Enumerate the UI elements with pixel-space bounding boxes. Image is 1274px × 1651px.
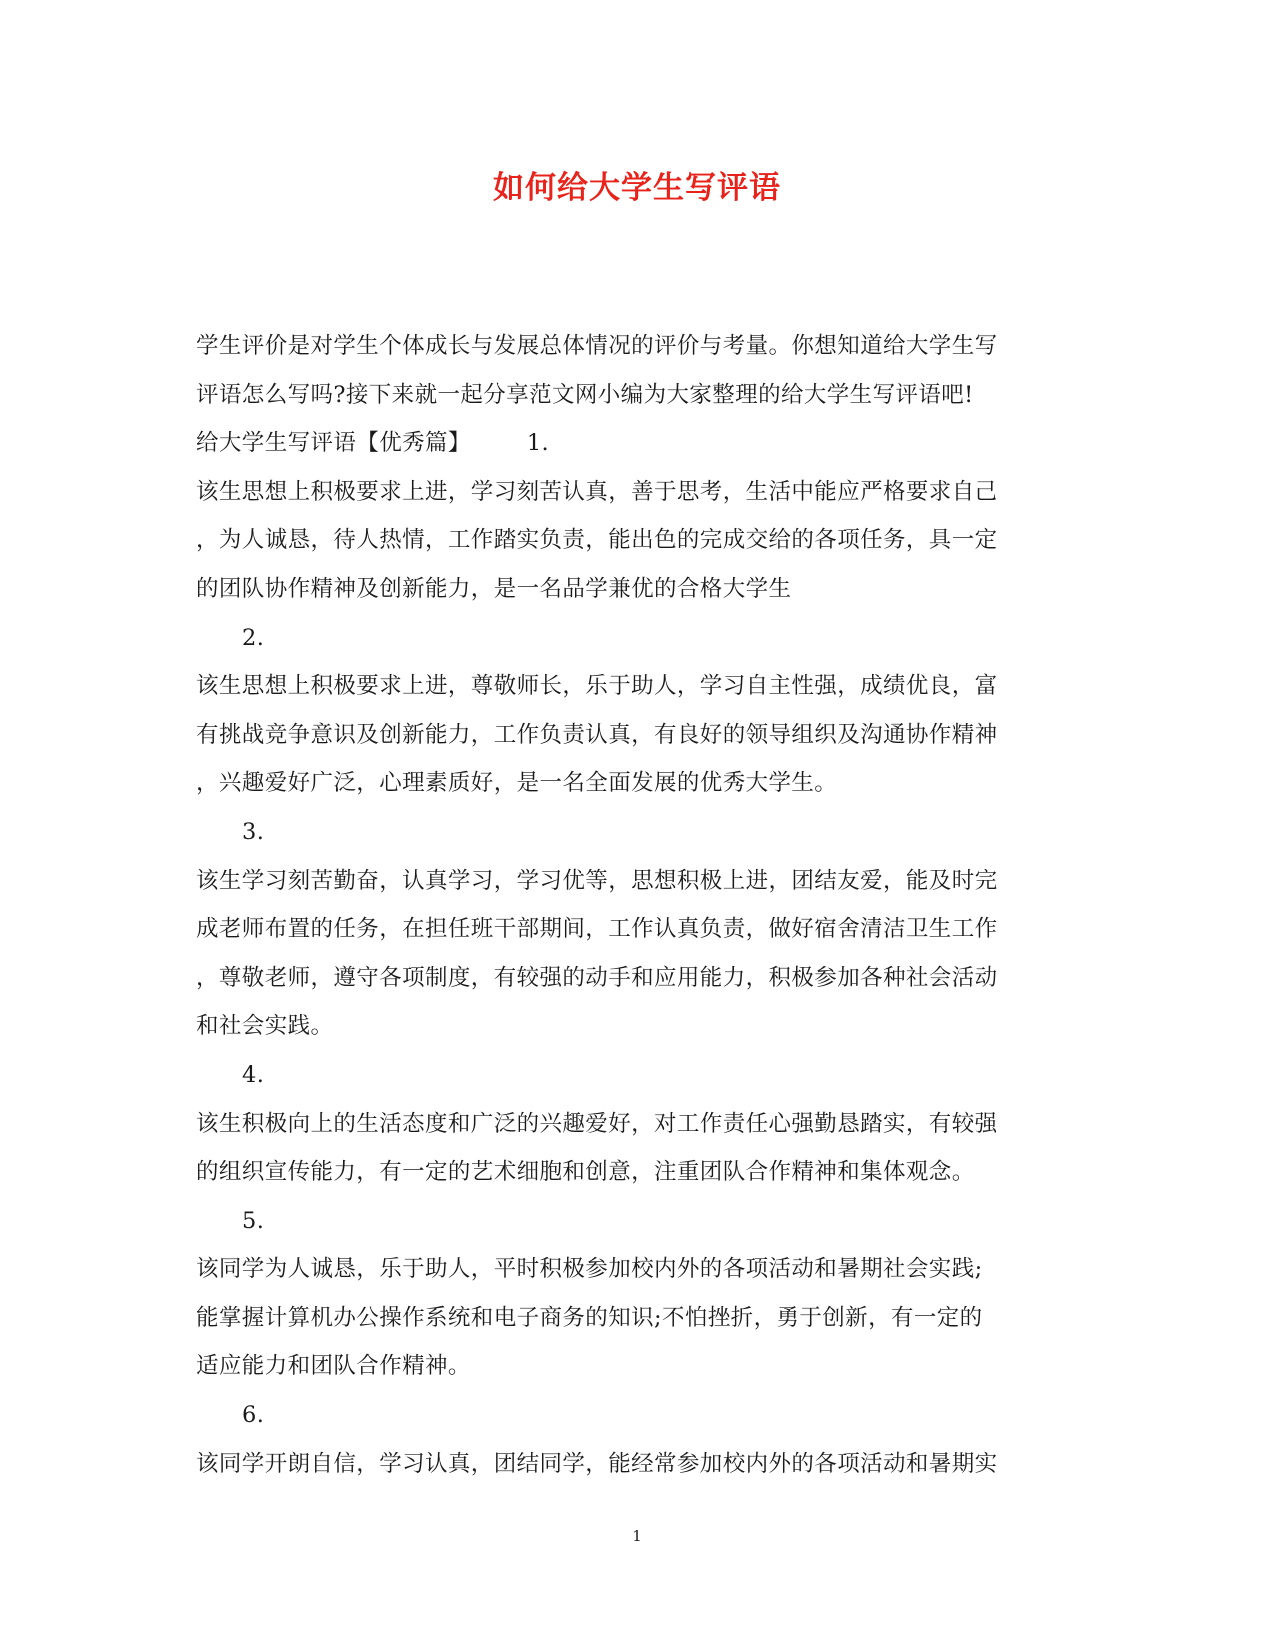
item-number: 6.	[242, 1402, 265, 1429]
document-title: 如何给大学生写评语	[493, 170, 781, 206]
paragraph-line: ，尊敬老师，遵守各项制度，有较强的动手和应用能力，积极参加各种社会活动	[196, 964, 998, 991]
paragraph-line: 有挑战竞争意识及创新能力，工作负责认真，有良好的领导组织及沟通协作精神	[196, 721, 998, 748]
paragraph-line: 适应能力和团队合作精神。	[196, 1353, 471, 1380]
paragraph-line: ，为人诚恳，待人热情，工作踏实负责，能出色的完成交给的各项任务，具一定	[196, 527, 998, 554]
paragraph-line: 的团队协作精神及创新能力，是一名品学兼优的合格大学生	[196, 575, 792, 602]
item-number: 4.	[242, 1061, 265, 1088]
paragraph-line: 能掌握计算机办公操作系统和电子商务的知识;不怕挫折，勇于创新，有一定的	[196, 1304, 983, 1331]
intro-line: 学生评价是对学生个体成长与发展总体情况的评价与考量。你想知道给大学生写	[196, 333, 998, 359]
item-number: 2.	[242, 624, 265, 651]
section-heading: 给大学生写评语【优秀篇】	[196, 430, 471, 457]
paragraph-line: 和社会实践。	[196, 1013, 334, 1040]
paragraph-line: ，兴趣爱好广泛，心理素质好，是一名全面发展的优秀大学生。	[196, 770, 838, 797]
section-heading-line	[196, 419, 1086, 468]
paragraph-line: 该生思想上积极要求上进，尊敬师长，乐于助人，学习自主性强，成绩优良，富	[196, 673, 998, 700]
paragraph-line: 成老师布置的任务，在担任班干部期间，工作认真负责，做好宿舍清洁卫生工作	[196, 916, 998, 943]
page-number: 1	[632, 1527, 642, 1545]
document-body	[196, 322, 1086, 1488]
paragraph-line: 该生学习刻苦勤奋，认真学习，学习优等，思想积极上进，团结友爱，能及时完	[196, 867, 998, 894]
item-number: 3.	[242, 818, 265, 845]
paragraph-line: 该生思想上积极要求上进，学习刻苦认真，善于思考，生活中能应严格要求自己	[196, 478, 998, 505]
paragraph-line: 的组织宣传能力，有一定的艺术细胞和创意，注重团队合作精神和集体观念。	[196, 1159, 975, 1186]
item-number: 1.	[526, 430, 550, 457]
paragraph-line: 该同学开朗自信，学习认真，团结同学，能经常参加校内外的各项活动和暑期实	[196, 1450, 998, 1477]
item-number: 5.	[242, 1207, 265, 1234]
paragraph-line: 该同学为人诚恳，乐于助人，平时积极参加校内外的各项活动和暑期社会实践;	[196, 1256, 983, 1283]
paragraph-line: 该生积极向上的生活态度和广泛的兴趣爱好，对工作责任心强勤恳踏实，有较强	[196, 1110, 998, 1137]
intro-line: 评语怎么写吗?接下来就一起分享范文网小编为大家整理的给大学生写评语吧!	[196, 381, 974, 408]
